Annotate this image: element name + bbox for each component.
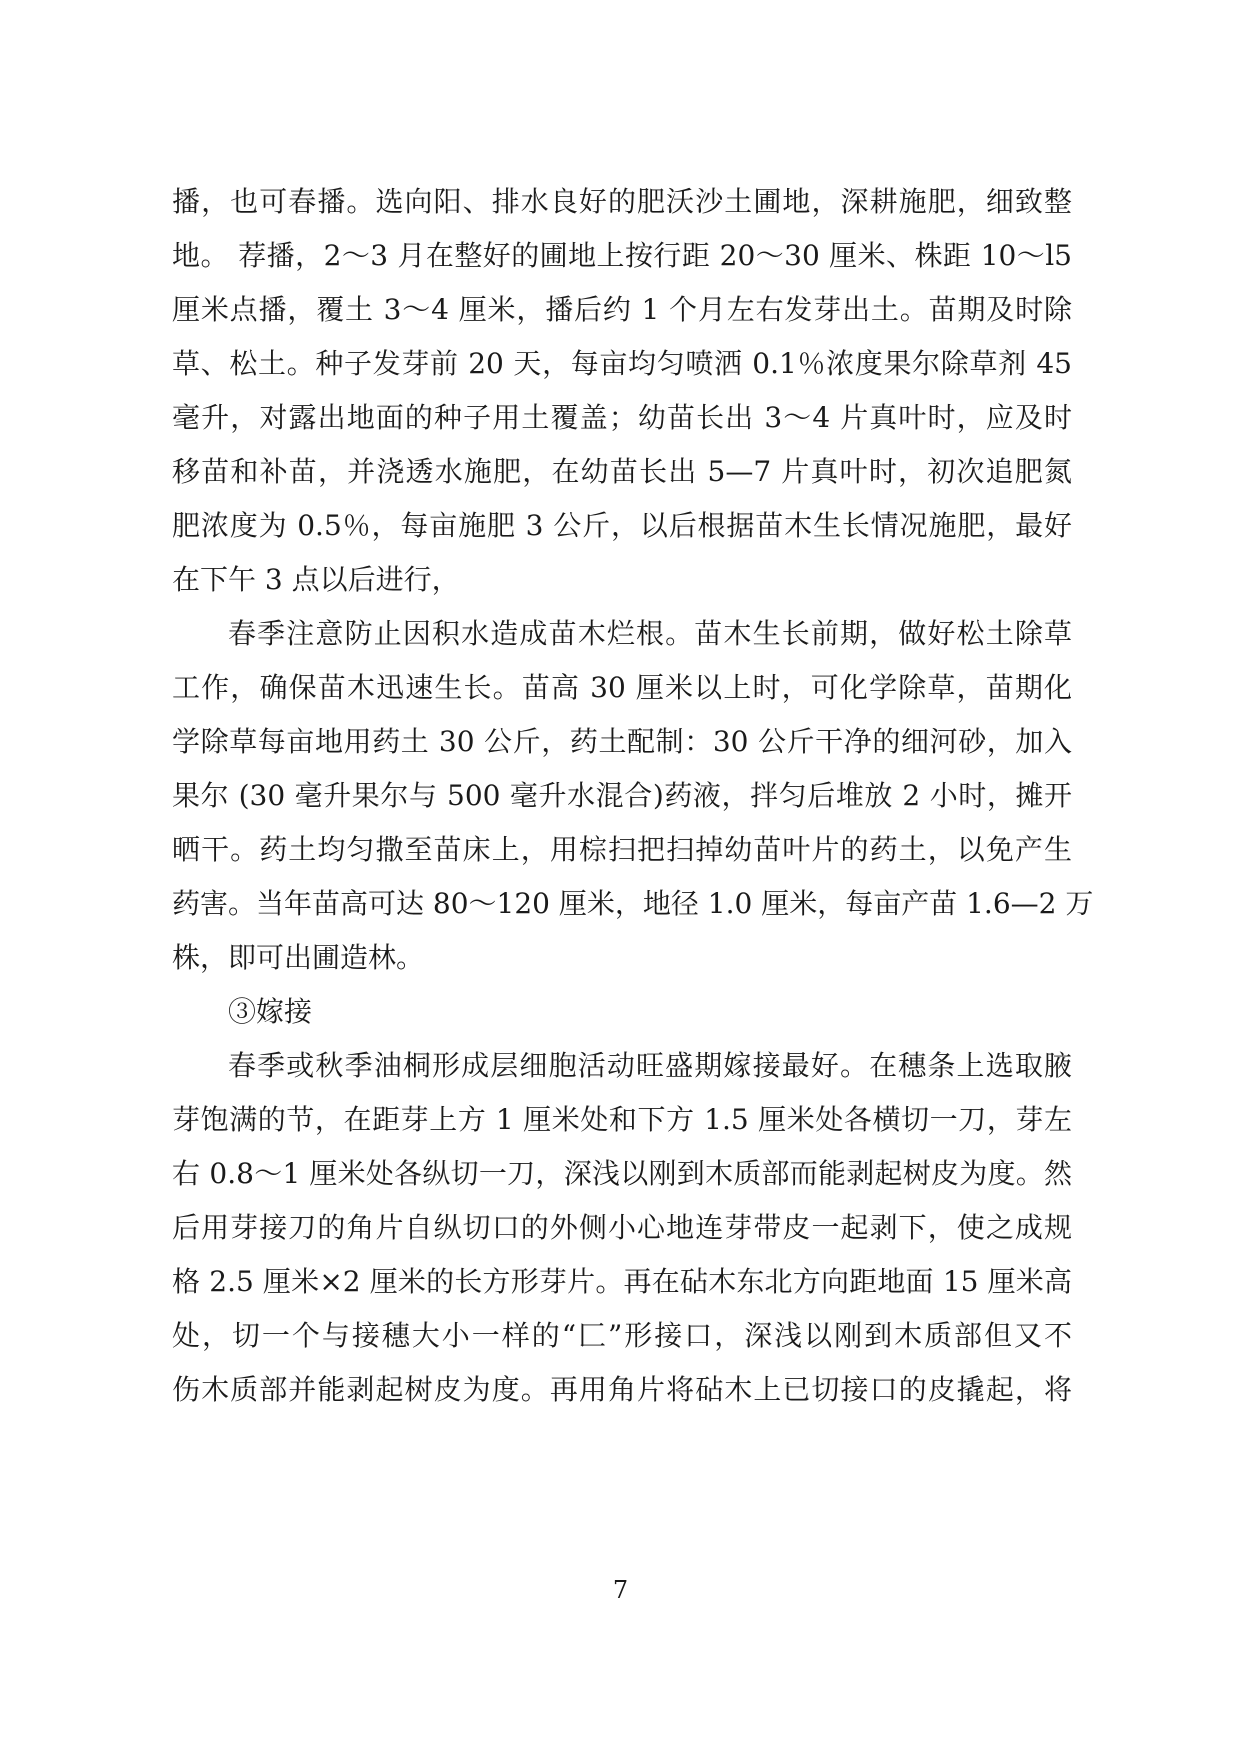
text-line: 药害。当年苗高可达 80～120 厘米，地径 1.0 厘米，每亩产苗 1.6—2 万: [172, 887, 1094, 920]
text-line: 移苗和补苗，并浇透水施肥，在幼苗长出 5—7 片真叶时，初次追肥氮: [172, 455, 1072, 488]
text-line: 草、松土。种子发芽前 20 天，每亩均匀喷洒 0.1％浓度果尔除草剂 45: [172, 347, 1072, 380]
text-line: 播，也可春播。选向阳、排水良好的肥沃沙土圃地，深耕施肥，细致整: [172, 185, 1072, 218]
text-line: 厘米点播，覆土 3～4 厘米，播后约 1 个月左右发芽出土。苗期及时除: [172, 293, 1072, 326]
text-line: 肥浓度为 0.5％，每亩施肥 3 公斤，以后根据苗木生长情况施肥，最好: [172, 509, 1072, 542]
text-line: 处，切一个与接穗大小一样的“匚”形接口，深浅以刚到木质部但又不: [172, 1319, 1072, 1352]
text-line: 工作，确保苗木迅速生长。苗高 30 厘米以上时，可化学除草，苗期化: [172, 671, 1072, 704]
text-line: 芽饱满的节，在距芽上方 1 厘米处和下方 1.5 厘米处各横切一刀，芽左: [172, 1103, 1072, 1136]
text-line: 春季或秋季油桐形成层细胞活动旺盛期嫁接最好。在穗条上选取腋: [228, 1049, 1072, 1082]
text-line: 毫升，对露出地面的种子用土覆盖；幼苗长出 3～4 片真叶时，应及时: [172, 401, 1072, 434]
text-line: 春季注意防止因积水造成苗木烂根。苗木生长前期，做好松土除草: [228, 617, 1072, 650]
text-line: 学除草每亩地用药土 30 公斤，药土配制：30 公斤干净的细河砂，加入: [172, 725, 1072, 758]
page-number: 7: [612, 1576, 629, 1604]
section-heading: ③嫁接: [228, 995, 313, 1028]
text-line: 后用芽接刀的角片自纵切口的外侧小心地连芽带皮一起剥下，使之成规: [172, 1211, 1072, 1244]
text-line: 株，即可出圃造林。: [172, 941, 425, 974]
text-line: 果尔 (30 毫升果尔与 500 毫升水混合)药液，拌匀后堆放 2 小时，摊开: [172, 779, 1072, 812]
text-line: 晒干。药土均匀撒至苗床上，用棕扫把扫掉幼苗叶片的药土，以免产生: [172, 833, 1072, 866]
text-line: 伤木质部并能剥起树皮为度。再用角片将砧木上已切接口的皮撬起，将: [172, 1373, 1072, 1406]
text-line: 地。 荐播，2～3 月在整好的圃地上按行距 20～30 厘米、株距 10～l5: [172, 239, 1072, 272]
text-line: 格 2.5 厘米×2 厘米的长方形芽片。再在砧木东北方向距地面 15 厘米高: [172, 1265, 1072, 1298]
text-line: 右 0.8～1 厘米处各纵切一刀，深浅以刚到木质部而能剥起树皮为度。然: [172, 1157, 1072, 1190]
text-line: 在下午 3 点以后进行，: [172, 563, 460, 596]
